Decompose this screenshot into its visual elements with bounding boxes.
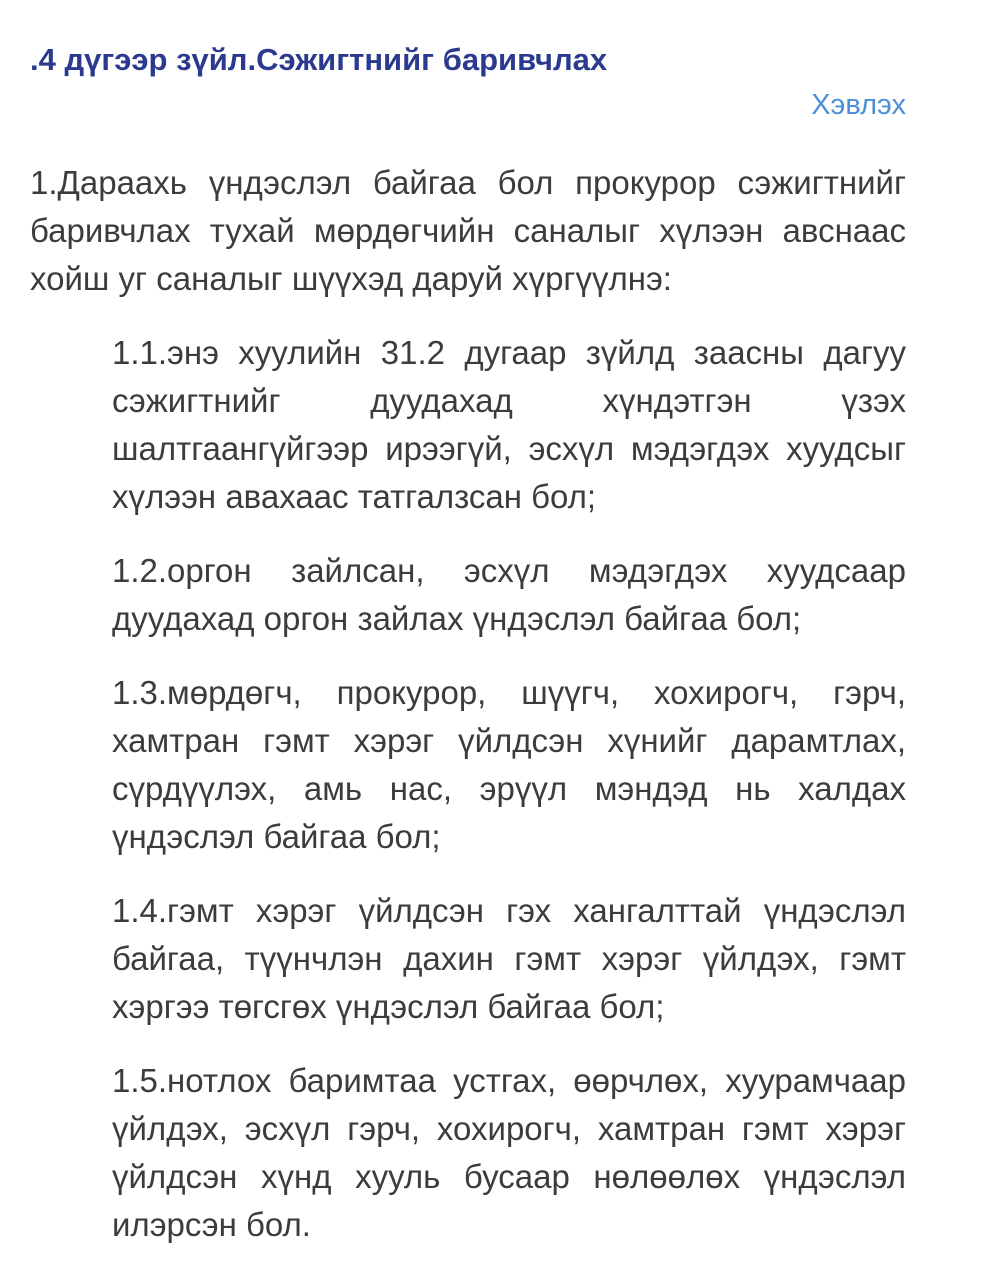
paragraph: 1.Дараахь үндэслэл байгаа бол прокурор сэжигтнийг баривчлах тухай мөрдөгчийн саналыг хүлээн авснаас хойш уг саналыг шүүхэд даруй хүргүүлнэ:	[30, 164, 906, 297]
paragraph: 1.5.нотлох баримтаа устгах, өөрчлөх, хуурамчаар үйлдэх, эсхүл гэрч, хохирогч, хамтран гэмт хэрэг үйлдсэн хүнд хууль бусаар нөлөөлөх үндэслэл илэрсэн бол.	[112, 1062, 906, 1243]
article-title: .4 дүгээр зүйл.Сэжигтнийг баривчлах	[30, 42, 608, 77]
paragraph: 1.2.оргон зайлсан, эсхүл мэдэгдэх хуудсаар дуудахад оргон зайлах үндэслэл байгаа бол;	[112, 552, 906, 637]
paragraph: 1.3.мөрдөгч, прокурор, шүүгч, хохирогч, гэрч, хамтран гэмт хэрэг үйлдсэн хүнийг дарамтлах, сүрдүүлэх, амь нас, эрүүл мэндэд нь халдах үндэслэл байгаа бол;	[112, 674, 906, 855]
paragraph: 1.4.гэмт хэрэг үйлдсэн гэх хангалттай үндэслэл байгаа, түүнчлэн дахин гэмт хэрэг үйлдэх, гэмт хэргээ төгсгөх үндэслэл байгаа бол;	[112, 892, 906, 1025]
article-body	[30, 159, 906, 1249]
print-row	[30, 88, 906, 127]
paragraph: 1.1.энэ хуулийн 31.2 дугаар зүйлд заасны дагуу сэжигтнийг дуудахад хүндэтгэн үзэх шалтгаангүйгээр ирээгүй, эсхүл мэдэгдэх хуудсыг хүлээн авахаас татгалзсан бол;	[112, 334, 906, 515]
print-link[interactable]: Хэвлэх	[811, 89, 906, 121]
